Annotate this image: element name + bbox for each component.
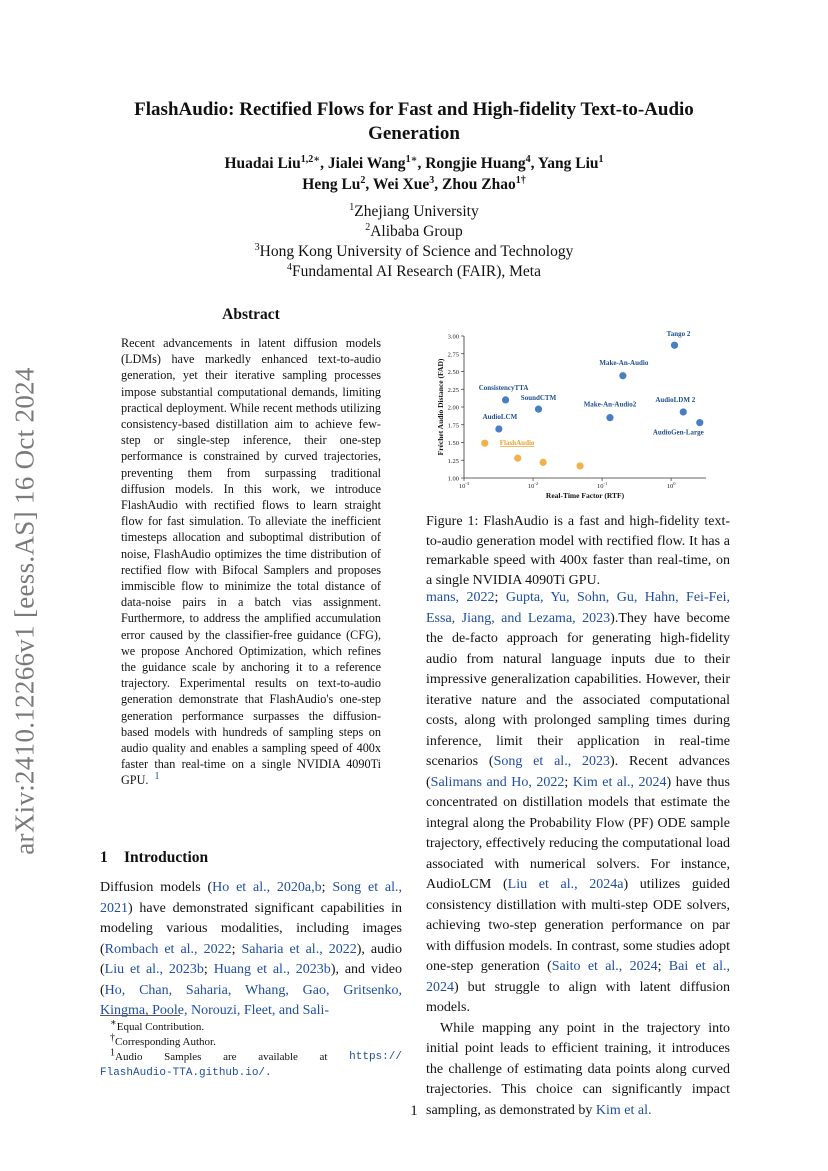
citation-link[interactable]: Ho, Chan, Saharia, Whang, Gao, Gritsenko, Kingma, Poole, Norouzi, Fleet, and Sali- (100, 982, 402, 1018)
author-line: Heng Lu$^2$, Wei Xue$^3$, Zhou Zhao$^{1\dagger}$ (302, 174, 526, 193)
intro-paragraph (426, 1019, 730, 1122)
affiliation (80, 222, 748, 242)
paragraph-text: ; (657, 959, 669, 974)
author-affil: 2 (360, 174, 366, 186)
paper-title (80, 98, 748, 146)
citation-link[interactable]: Liu et al., 2024a (507, 877, 624, 892)
citation-link[interactable]: Rombach et al., 2022 (104, 941, 232, 957)
abstract-body (121, 335, 381, 789)
paragraph-text: ). Recent advances ( (426, 754, 730, 790)
paragraph-text: ) have thus concentrated on distillation models that estimate the integral along the Probability Flow (PF) ODE sample trajectory, effectively reducing the computational load associated with numerical solvers. For instance, AudioLCM ( (426, 774, 730, 892)
footnote-text: Equal Contribution. (116, 1021, 205, 1033)
figure-caption: Figure 1: FlashAudio is a fast and high-fidelity text-to-audio generation model with rectified flow. It has a remarkable speed with 400x faster than real-time, on a single NVIDIA 4090Ti GPU. (426, 514, 730, 588)
author-affil: 4 (525, 153, 531, 165)
point-label: AudioLDM 2 (655, 395, 696, 404)
paragraph-text: Diffusion models ( (100, 880, 213, 895)
paragraph-text: ; (203, 962, 214, 977)
footnote-link[interactable]: 1 (154, 771, 160, 783)
data-point (696, 419, 703, 426)
affiliation (80, 262, 748, 282)
footnote-corresponding (100, 1032, 402, 1050)
citation-link[interactable]: Salimans and Ho, 2022 (430, 774, 565, 790)
x-tick-base: 10 (596, 483, 604, 490)
data-point (502, 396, 509, 403)
x-tick-base: 10 (666, 483, 674, 490)
y-tick-label: 1.75 (447, 422, 459, 430)
x-tick-base: 10 (527, 483, 535, 490)
footnote-word: are (223, 1051, 237, 1063)
point-label: AudioGen-Large (652, 428, 704, 437)
author-name: Jialei Wang (327, 155, 406, 172)
author-name: Rongjie Huang (425, 155, 526, 172)
footnote-audio (100, 1047, 402, 1065)
paragraph-text: ; (564, 774, 573, 790)
affil-mark: 2 (365, 221, 371, 233)
author-affil: 1† (515, 174, 526, 186)
y-tick-label: 1.00 (447, 475, 459, 483)
author-affil: 1∗ (405, 153, 418, 165)
section-title: Introduction (124, 849, 209, 866)
x-tick-base: 10 (458, 483, 466, 490)
affil-text: Alibaba Group (370, 223, 463, 240)
data-point (576, 462, 583, 469)
y-tick-label: 1.50 (447, 440, 459, 447)
x-tick-label (667, 481, 677, 490)
footnote-mark: ∗ (110, 1017, 117, 1029)
figure-1 (426, 328, 732, 500)
data-point (481, 440, 488, 447)
data-point (671, 342, 678, 349)
point-label: ConsistencyTTA (478, 383, 529, 392)
paragraph-text: ), audio ( (100, 941, 402, 977)
x-tick-exponent: -3 (465, 481, 470, 486)
affil-text: Fundamental AI Research (FAIR), Meta (292, 263, 541, 280)
citation-link[interactable]: mans, 2022 (426, 590, 495, 605)
citation-link[interactable]: Kim et al. (595, 1102, 652, 1118)
y-axis-label: Fréchet Audio Distance (FAD) (436, 358, 445, 456)
point-label: Make-An-Audio (599, 358, 649, 367)
y-tick-label: 2.25 (447, 386, 459, 394)
footnote-text: Corresponding Author. (115, 1036, 216, 1048)
data-point (540, 459, 547, 466)
point-label: Tango 2 (666, 330, 691, 339)
page-number: 1 (410, 1103, 418, 1119)
affiliation (80, 242, 748, 262)
citation-link[interactable]: Gupta, Yu, Sohn, Gu, Hahn, Fei-Fei, Essa, Jiang, and Lezama, 2023 (426, 590, 730, 626)
data-point (535, 406, 542, 413)
fad-rtf-scatter-chart (426, 328, 732, 500)
footnote-word: Audio (115, 1051, 143, 1063)
x-tick-label (597, 481, 607, 490)
footnotes (100, 1017, 402, 1081)
citation-link[interactable]: Huang et al., 2023b (213, 962, 331, 977)
footnote-mark: † (110, 1032, 115, 1044)
y-tick-label: 2.75 (447, 351, 459, 359)
x-tick-exponent: 0 (673, 481, 676, 486)
footnote-mark: 1 (110, 1047, 115, 1059)
author-affil: 1,2∗ (300, 153, 321, 165)
paragraph-text: ; (321, 880, 333, 895)
intro-column-right (426, 588, 730, 1121)
affil-text: Zhejiang University (354, 203, 479, 220)
author-name: Heng Lu (302, 176, 361, 193)
footnote-url-link[interactable]: https:// (349, 1051, 402, 1063)
x-axis-label: Real-Time Factor (RTF) (545, 491, 625, 500)
data-point (680, 408, 687, 415)
affiliation (80, 202, 748, 222)
author-name: Zhou Zhao (442, 176, 516, 193)
section-heading (100, 849, 208, 867)
point-label: FlashAudio (499, 439, 535, 448)
abstract-text: Recent advancements in latent diffusion models (LDMs) have markedly enhanced text-to-audio generation, yet their iterative sampling processes impose substantial computational demands, limiting practical deployment. While recent methods utilizing consistency-based distillation aim to achieve few-step or single-step inference, their one-step performance is constrained by curved trajectories, preventing them from surpassing traditional diffusion models. In this work, we introduce FlashAudio with rectified flows to learn straight flow for fast simulation. To alleviate the inefficient timesteps allocation and suboptimal distribution of noise, FlashAudio optimizes the time distribution of rectified flow with Bifocal Samplers and proposes immiscible flow to minimize the total distance of data-noise pairs in a batch vias assignment. Furthermore, to address the amplified accumulation error caused by the classifier-free guidance (CFG), we propose Anchored Optimization, which refines the guidance scale by anchoring it to a reference trajectory. Experimental results on text-to-audio generation demonstrate that FlashAudio's one-step generation performance surpasses the diffusion-based models with hundreds of sampling steps on audio quality and enables a sampling speed of 400x faster than real-time on a single NVIDIA 4090Ti GPU. (121, 336, 381, 788)
data-point (606, 414, 613, 421)
author-name: Huadai Liu (224, 155, 301, 172)
abstract-heading: Abstract (222, 306, 280, 323)
paragraph-text: ; (231, 941, 242, 957)
citation-link[interactable]: Saharia et al., 2022 (241, 941, 357, 957)
section-number: 1 (100, 849, 108, 866)
point-label: SoundCTM (520, 394, 557, 403)
citation-link[interactable]: Saito et al., 2024 (551, 959, 658, 974)
paragraph-text: While mapping any point in the trajectory into initial point leads to efficient training, it introduces the challenge of estimating data points along curved trajectories. This choice can significantly impact sampling, as demonstrated by (426, 1020, 730, 1118)
y-tick-label: 1.25 (447, 457, 459, 465)
citation-link[interactable]: Kim et al., 2024 (572, 774, 667, 790)
intro-paragraph (426, 588, 730, 1019)
data-point (514, 455, 521, 462)
author-name: Wei Xue (372, 176, 430, 193)
title-line: FlashAudio: Rectified Flows for Fast and High-fidelity Text-to-Audio (134, 99, 694, 120)
point-label: AudioLCM (482, 413, 518, 422)
intro-paragraph (100, 878, 402, 1022)
author-name: Yang Liu (537, 155, 599, 172)
citation-link[interactable]: Liu et al., 2023b (104, 962, 204, 977)
arxiv-id: arXiv:2410.12266v1 [eess.AS] 16 Oct 2024 (9, 367, 40, 855)
paragraph-text: ) have demonstrated significant capabilities in modeling various modalities, including images ( (100, 900, 402, 957)
footnote-word: available (258, 1051, 298, 1063)
affil-text: Hong Kong University of Science and Technology (259, 243, 574, 260)
footnote-word: at (319, 1051, 328, 1063)
arxiv-sidebar (5, 355, 45, 867)
author-line: Huadai Liu$^{1,2∗}$, Jialei Wang$^{1∗}$, Rongjie Huang$^4$, Yang Liu$^1$ (224, 153, 604, 172)
citation-link[interactable]: Song et al., 2023 (493, 754, 611, 769)
x-tick-exponent: -1 (603, 481, 608, 486)
citation-link[interactable]: Ho et al., 2020a,b (212, 880, 322, 895)
citation-link[interactable]: Song et al., 2021 (100, 880, 403, 916)
x-tick-label (528, 481, 538, 490)
affil-mark: 4 (287, 261, 293, 273)
affil-mark: 3 (254, 241, 260, 253)
affil-mark: 1 (349, 201, 355, 213)
x-tick-exponent: -2 (534, 481, 539, 486)
paragraph-text: ), and video ( (100, 962, 403, 998)
paragraph-text: ) utilizes guided consistency distillation with multi-step ODE solvers, achieving two-step generation performance on par with diffusion models. In contrast, some studies adopt one-step generation ( (426, 877, 730, 974)
title-line: Generation (368, 123, 460, 144)
data-point (619, 372, 626, 379)
paragraph-text: ).They have become the de-facto approach for generating high-fidelity audio from natural language inputs due to their impressive generalization capabilities. However, their iterative nature and the associated computational costs, along with prolonged sampling times during inference, limit their application in real-time scenarios ( (426, 610, 731, 769)
y-tick-label: 3.00 (447, 333, 459, 341)
intro-column-left (100, 878, 402, 1022)
footnote-equal (100, 1017, 402, 1035)
paragraph-text: ) but struggle to align with latent diffusion models. (426, 979, 730, 1015)
author-affil: 3 (429, 174, 435, 186)
author-list (80, 153, 748, 195)
data-point (495, 425, 502, 432)
citation-link[interactable]: Bai et al., 2024 (426, 959, 730, 995)
footnote-url-link[interactable]: FlashAudio-TTA.github.io/. (100, 1067, 272, 1079)
y-tick-label: 2.50 (447, 369, 459, 376)
footnote-word: Samples (164, 1051, 202, 1063)
author-affil: 1 (598, 153, 604, 165)
point-label: Make-An-Audio2 (583, 400, 637, 409)
footnote-divider (100, 1015, 180, 1016)
paragraph-text: ; (494, 590, 506, 605)
y-tick-label: 2.00 (447, 404, 459, 412)
x-tick-label (459, 481, 470, 490)
affiliations (80, 202, 748, 282)
